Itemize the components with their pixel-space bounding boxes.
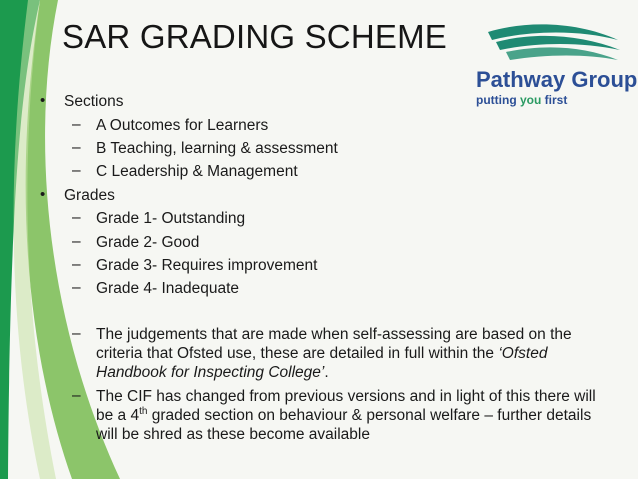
dash-marker: – — [72, 256, 81, 273]
section-c: C Leadership & Management — [96, 163, 298, 180]
bullet-grades: Grades — [64, 187, 115, 204]
note-cif: The CIF has changed from previous versions and in light of this there will be a 4th graded section on behaviour & personal welfare – further details will be shred as these become available — [96, 388, 596, 443]
note-judgements: The judgements that are made when self-assessing are based on the criteria that Ofsted use, these are detailed in full within the ‘Ofsted Handbook for Inspecting College’. — [96, 326, 572, 381]
bullet-marker: • — [40, 92, 46, 109]
grade-2: Grade 2- Good — [96, 234, 200, 251]
dash-marker: – — [72, 116, 81, 133]
slide-title: SAR GRADING SCHEME — [62, 18, 447, 55]
section-a: A Outcomes for Learners — [96, 117, 269, 134]
bullet-marker: • — [40, 186, 46, 203]
dash-marker: – — [72, 139, 81, 156]
grade-1: Grade 1- Outstanding — [96, 210, 246, 227]
grade-3: Grade 3- Requires improvement — [96, 257, 318, 274]
dash-marker: – — [72, 279, 81, 296]
dash-marker: – — [72, 325, 81, 342]
dash-marker: – — [72, 233, 81, 250]
logo-tagline: putting you first — [476, 93, 568, 107]
dash-marker: – — [72, 209, 81, 226]
logo-swoosh-icon — [468, 18, 628, 68]
grade-4: Grade 4- Inadequate — [96, 280, 240, 297]
dash-marker: – — [72, 387, 81, 404]
section-b: B Teaching, learning & assessment — [96, 140, 338, 157]
dash-marker: – — [72, 162, 81, 179]
bullet-sections: Sections — [64, 93, 124, 110]
logo-wordmark: Pathway Group — [476, 67, 638, 92]
